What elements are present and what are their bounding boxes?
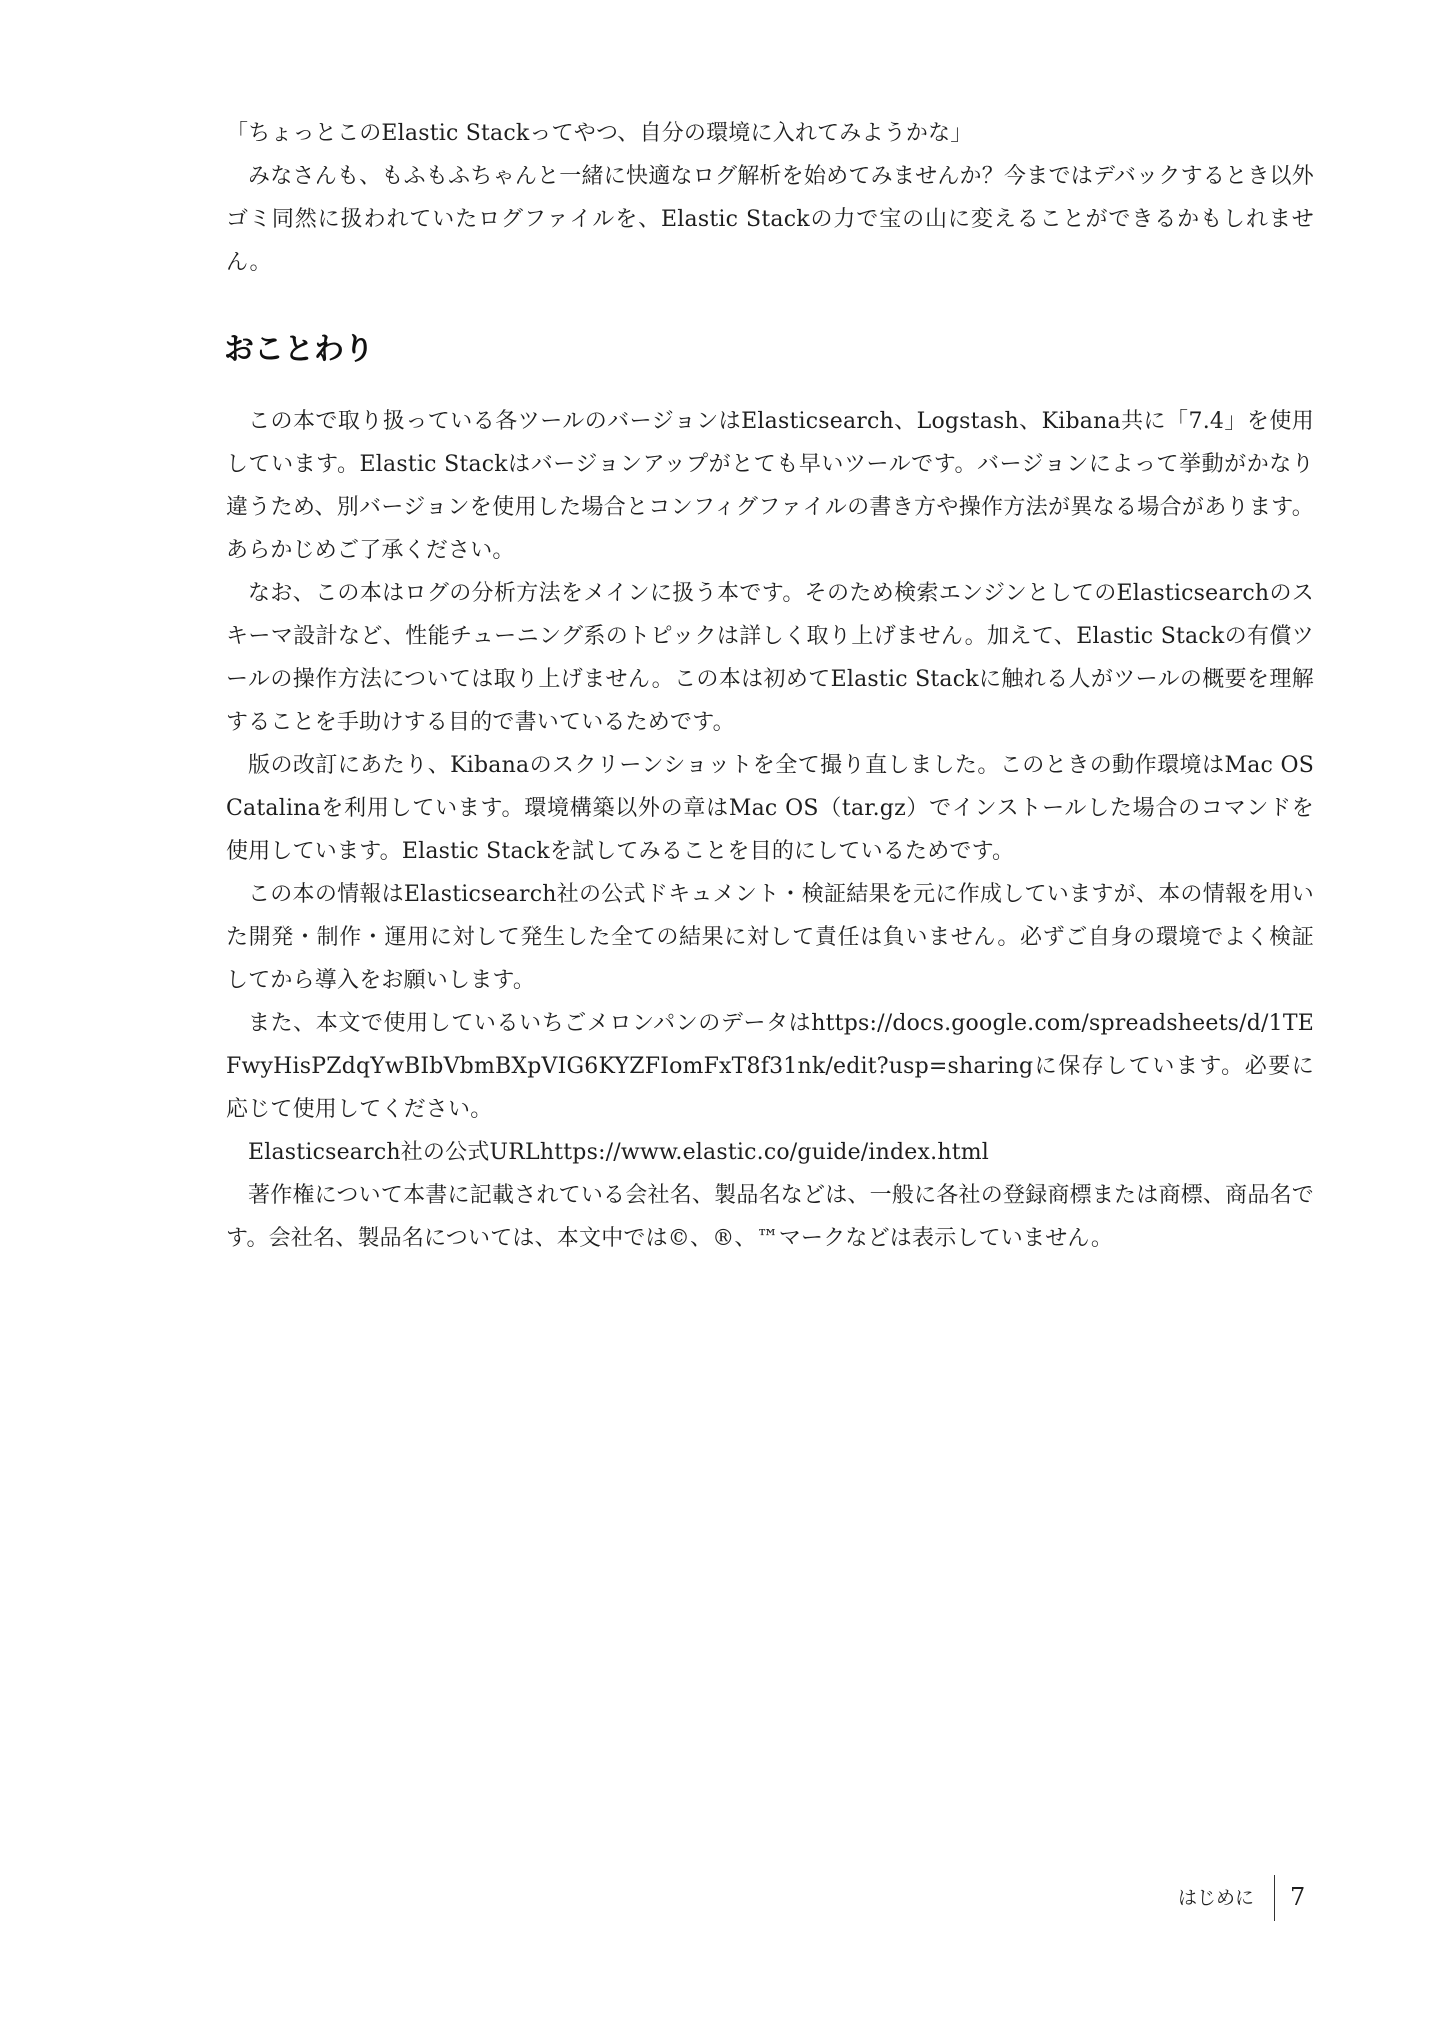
paragraph-official-url: Elasticsearch社の公式URLhttps://www.elastic.co/guide/index.html bbox=[248, 1140, 990, 1165]
running-head: はじめに bbox=[1177, 1887, 1254, 1909]
intro-quote: 「ちょっとこのElastic Stackってやつ、自分の環境に入れてみようかな」 bbox=[226, 121, 973, 146]
footer-divider bbox=[1274, 1875, 1275, 1921]
section-heading: おことわり bbox=[224, 332, 374, 367]
page-footer bbox=[1150, 1875, 1320, 1921]
paragraph-trademarks: 著作権について本書に記載されている会社名、製品名などは、一般に各社の登録商標または商標、商品名です。会社名、製品名については、本文中では©、®、™マークなどは表示していません。 bbox=[226, 1183, 1314, 1251]
intro-block bbox=[226, 112, 1314, 284]
paragraph-disclaimer: この本の情報はElasticsearch社の公式ドキュメント・検証結果を元に作成していますが、本の情報を用いた開発・制作・運用に対して発生した全ての結果に対して責任は負いません。必ずご自身の環境でよく検証してから導入をお願いします。 bbox=[226, 882, 1314, 993]
section-body bbox=[226, 400, 1314, 1260]
paragraph-revision: 版の改訂にあたり、Kibanaのスクリーンショットを全て撮り直しました。このときの動作環境はMac OS Catalinaを利用しています。環境構築以外の章はMac OS（tar.gz）でインストールした場合のコマンドを使用しています。Elastic Stackを試してみることを目的にしているためです。 bbox=[226, 753, 1314, 864]
paragraph-scope: なお、この本はログの分析方法をメインに扱う本です。そのため検索エンジンとしてのElasticsearchのスキーマ設計など、性能チューニング系のトピックは詳しく取り上げません。加えて、Elastic Stackの有償ツールの操作方法については取り上げません。この本は初めてElastic Stackに触れる人がツールの概要を理解することを手助けする目的で書いているためです。 bbox=[226, 581, 1314, 735]
intro-paragraph: みなさんも、もふもふちゃんと一緒に快適なログ解析を始めてみませんか？今まではデバックするとき以外ゴミ同然に扱われていたログファイルを、Elastic Stackの力で宝の山に変えることができるかもしれません。 bbox=[226, 164, 1314, 275]
page-number: 7 bbox=[1290, 1883, 1306, 1911]
paragraph-version: この本で取り扱っている各ツールのバージョンはElasticsearch、Logstash、Kibana共に「7.4」を使用しています。Elastic Stackはバージョンアップがとても早いツールです。バージョンによって挙動がかなり違うため、別バージョンを使用した場合とコンフィグファイルの書き方や操作方法が異なる場合があります。あらかじめご了承ください。 bbox=[226, 409, 1314, 563]
paragraph-data-source: また、本文で使用しているいちごメロンパンのデータはhttps://docs.google.com/spreadsheets/d/1TEFwyHisPZdqYwBIbVbmBXpVIG6KYZFIomFxT8f31nk/edit?usp=sharingに保存しています。必要に応じて使用してください。 bbox=[226, 1011, 1314, 1122]
